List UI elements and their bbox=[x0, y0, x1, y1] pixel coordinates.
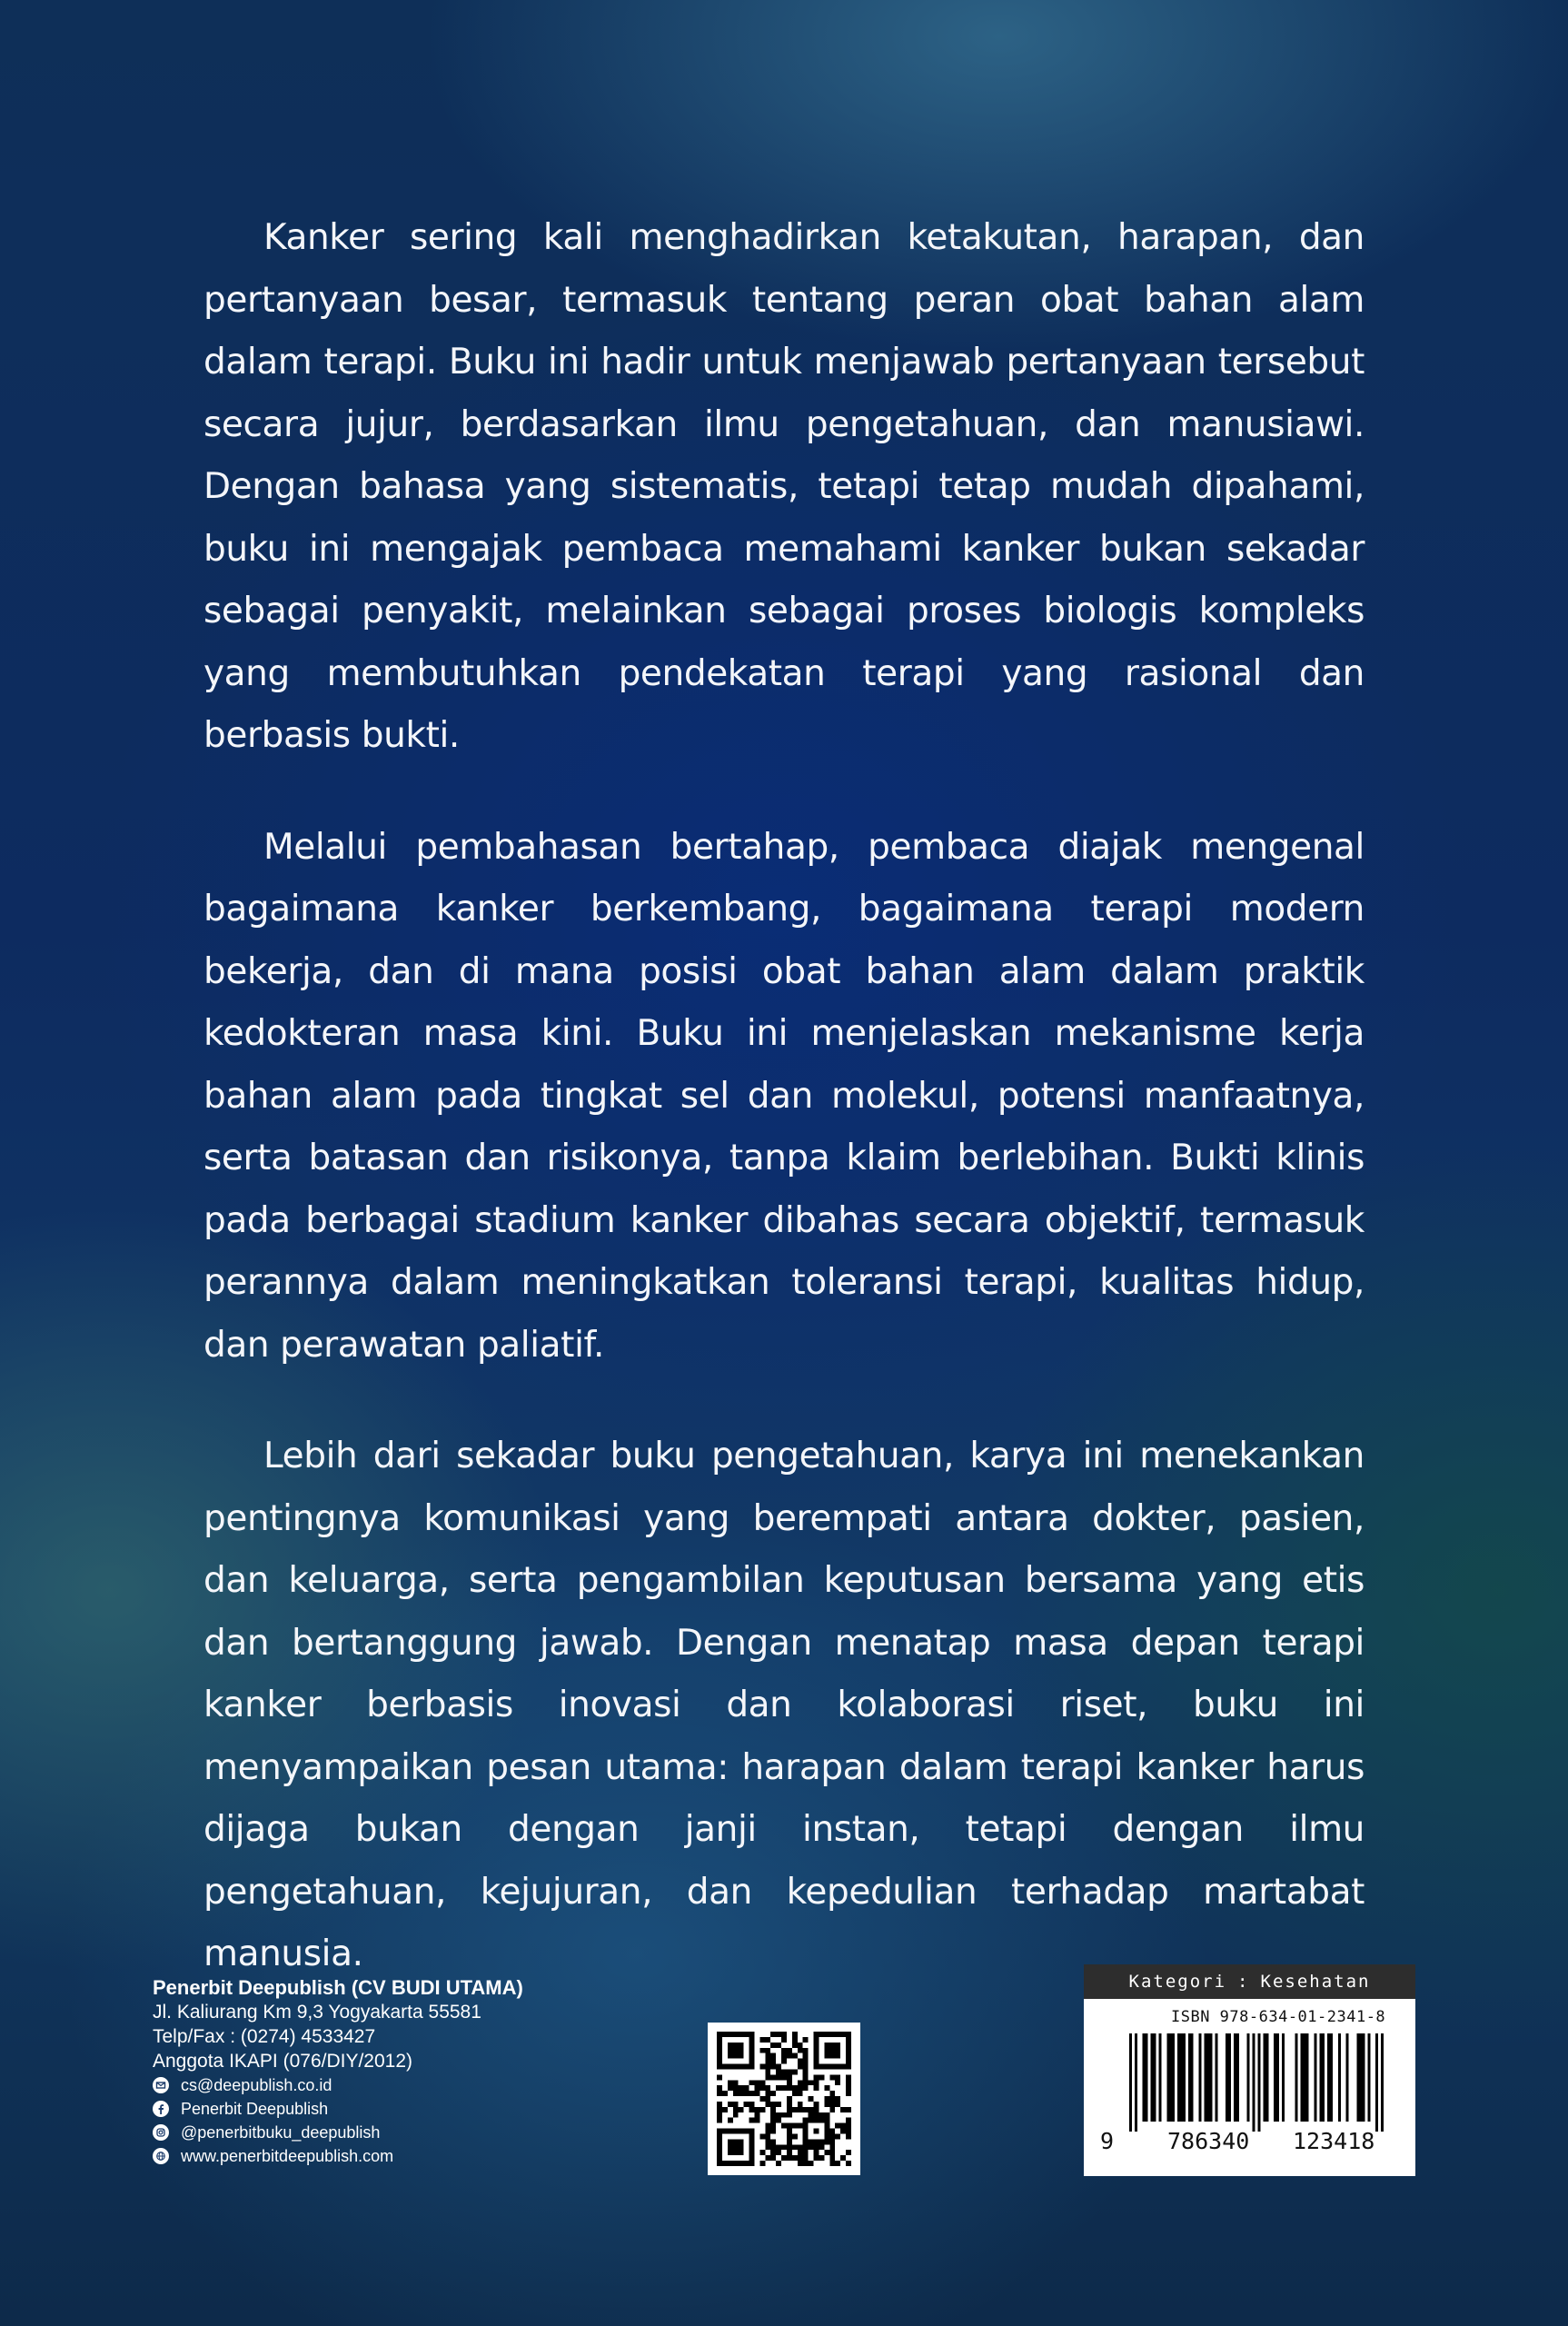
barcode-bar bbox=[1257, 2033, 1260, 2132]
facebook-icon bbox=[153, 2101, 169, 2117]
barcode-bar bbox=[1135, 2033, 1137, 2132]
barcode-bar bbox=[1206, 2033, 1209, 2122]
publisher-address: Jl. Kaliurang Km 9,3 Yogyakarta 55581 bbox=[153, 2002, 481, 2023]
barcode-bar bbox=[1234, 2033, 1236, 2122]
barcode-bar bbox=[1327, 2033, 1330, 2122]
category-value: Kesehatan bbox=[1260, 1972, 1371, 1992]
barcode-bar bbox=[1265, 2033, 1268, 2122]
barcode-bar bbox=[1306, 2033, 1309, 2122]
barcode-bar bbox=[1367, 2033, 1370, 2122]
barcode-bar bbox=[1282, 2033, 1285, 2122]
back-cover-blurb bbox=[203, 207, 1365, 2035]
barcode-bar bbox=[1191, 2033, 1194, 2122]
contact-email-text: cs@deepublish.co.id bbox=[181, 2076, 332, 2094]
barcode-bar bbox=[1215, 2033, 1217, 2122]
barcode-bar bbox=[1381, 2033, 1384, 2132]
instagram-icon bbox=[153, 2124, 169, 2141]
blurb-paragraph-1: Kanker sering kali menghadirkan ketakutan, harapan, dan pertanyaan besar, termasuk tentang peran obat bahan alam dalam terapi. Buku ini hadir untuk menjawab pertanyaan tersebut secara jujur, berdasarkan ilmu pengetahuan, dan manusiawi. Dengan bahasa yang sistematis, tetapi tetap mudah dipahami, buku ini mengajak pembaca memahami kanker bukan sekadar sebagai penyakit, melainkan sebagai proses biologis kompleks yang membutuhkan pendekatan terapi yang rasional dan berbasis bukti. bbox=[203, 217, 1365, 756]
barcode-bar bbox=[1151, 2033, 1154, 2122]
barcode-bar bbox=[1146, 2033, 1148, 2122]
barcode-bars bbox=[1129, 2033, 1384, 2132]
qr-code-graphic bbox=[717, 2032, 851, 2166]
barcode-bar bbox=[1276, 2033, 1279, 2122]
barcode-bar bbox=[1143, 2033, 1146, 2122]
barcode-bar bbox=[1330, 2033, 1333, 2122]
isbn-barcode-block bbox=[1084, 1964, 1415, 2176]
barcode-bar bbox=[1154, 2033, 1156, 2122]
barcode-bar bbox=[1304, 2033, 1306, 2122]
barcode-bar bbox=[1205, 2033, 1207, 2122]
barcode-digit-first: 9 bbox=[1100, 2128, 1115, 2154]
barcode-bar bbox=[1253, 2033, 1255, 2132]
blurb-paragraph-2: Melalui pembahasan bertahap, pembaca diajak mengenal bagaimana kanker berkembang, bagaimana terapi modern bekerja, dan di mana posisi obat bahan alam dalam praktik kedokteran masa kini. Buku ini menjelaskan mekanisme kerja bahan alam pada tingkat sel dan molekul, potensi manfaatnya, serta batasan dan risikonya, tanpa klaim berlebihan. Bukti klinis pada berbagai stadium kanker dibahas secara objektif, termasuk perannya dalam meningkatkan toleransi terapi, kualitas hidup, dan perawatan paliatif. bbox=[203, 826, 1365, 1366]
barcode-bar bbox=[1199, 2033, 1202, 2122]
barcode-bar bbox=[1357, 2033, 1360, 2122]
barcode-bar bbox=[1375, 2033, 1378, 2132]
globe-icon bbox=[153, 2148, 169, 2164]
contact-facebook-text: Penerbit Deepublish bbox=[181, 2100, 329, 2118]
barcode-panel bbox=[1084, 1999, 1415, 2176]
barcode-bar bbox=[1247, 2033, 1250, 2122]
barcode-bar bbox=[1158, 2033, 1161, 2122]
contact-instagram-text: @penerbitbuku_deepublish bbox=[181, 2123, 381, 2142]
barcode-bar bbox=[1346, 2033, 1349, 2122]
category-bar bbox=[1084, 1964, 1415, 1999]
barcode-bar bbox=[1188, 2033, 1191, 2122]
barcode-bar bbox=[1362, 2033, 1365, 2122]
barcode-bar bbox=[1228, 2033, 1231, 2122]
contact-instagram[interactable] bbox=[153, 2121, 625, 2144]
barcode-bar bbox=[1169, 2033, 1172, 2122]
barcode-bar bbox=[1226, 2033, 1228, 2122]
barcode-bar bbox=[1301, 2033, 1304, 2122]
barcode-digits-left: 786340 bbox=[1167, 2128, 1250, 2154]
barcode-bar bbox=[1180, 2033, 1183, 2122]
barcode-bar bbox=[1338, 2033, 1341, 2122]
barcode-bar bbox=[1129, 2033, 1132, 2132]
barcode-bar bbox=[1172, 2033, 1175, 2122]
publisher-name: Penerbit Deepublish (CV BUDI UTAMA) bbox=[153, 1976, 523, 1999]
barcode-bar bbox=[1177, 2033, 1180, 2122]
barcode-bar bbox=[1295, 2033, 1298, 2122]
barcode-bar bbox=[1322, 2033, 1325, 2122]
barcode-bar bbox=[1274, 2033, 1276, 2122]
contact-facebook[interactable] bbox=[153, 2097, 625, 2121]
barcode-digits-right: 123418 bbox=[1293, 2128, 1375, 2154]
barcode-bar bbox=[1236, 2033, 1239, 2122]
barcode-bar bbox=[1359, 2033, 1362, 2122]
barcode-bar bbox=[1319, 2033, 1322, 2122]
barcode-bar bbox=[1183, 2033, 1186, 2122]
isbn-number: ISBN 978-634-01-2341-8 bbox=[1171, 2008, 1386, 2026]
barcode-bar bbox=[1209, 2033, 1212, 2122]
publisher-phone: Telp/Fax : (0274) 4533427 bbox=[153, 2026, 376, 2047]
barcode-bar bbox=[1263, 2033, 1265, 2122]
publisher-membership: Anggota IKAPI (076/DIY/2012) bbox=[153, 2051, 413, 2072]
barcode-bar bbox=[1314, 2033, 1316, 2122]
contact-email[interactable] bbox=[153, 2073, 625, 2097]
blurb-paragraph-3: Lebih dari sekadar buku pengetahuan, karya ini menekankan pentingnya komunikasi yang berempati antara dokter, pasien, dan keluarga, serta pengambilan keputusan bersama yang etis dan bertanggung jawab. Dengan menatap masa depan terapi kanker berbasis inovasi dan kolaborasi riset, buku ini menyampaikan pesan utama: harapan dalam terapi kanker harus dijaga bukan dengan janji instan, tetapi dengan ilmu pengetahuan, kejujuran, dan kepedulian terhadap martabat manusia. bbox=[203, 1436, 1365, 1974]
publisher-info bbox=[153, 1975, 625, 2168]
category-label: Kategori bbox=[1128, 1972, 1227, 1992]
contact-website[interactable] bbox=[153, 2144, 625, 2168]
barcode-bar bbox=[1166, 2033, 1169, 2122]
qr-code[interactable] bbox=[708, 2023, 860, 2175]
category-separator: : bbox=[1237, 1972, 1250, 1992]
contact-website-text: www.penerbitdeepublish.com bbox=[181, 2147, 394, 2165]
email-icon bbox=[153, 2077, 169, 2093]
